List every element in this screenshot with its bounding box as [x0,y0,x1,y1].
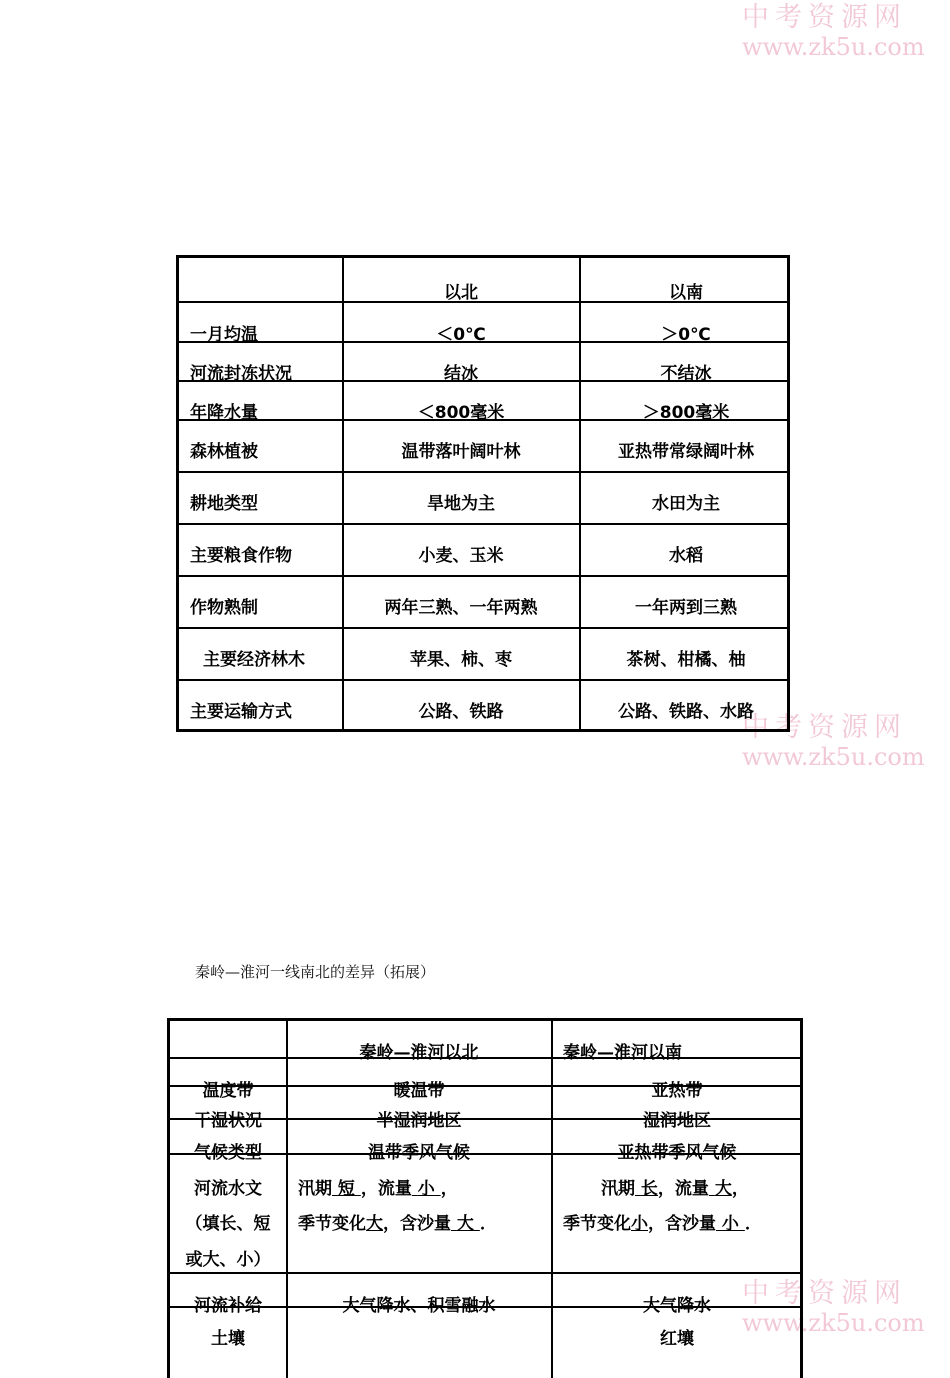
cell-south-transport: 公路、铁路、水路 [618,702,754,722]
row-label-river-supply: 河流补给 [194,1296,262,1316]
extended-comparison-table [167,1018,803,1378]
cell-south-economic-trees: 茶树、柑橘、柚 [626,650,746,670]
watermark-text: 中考资源网 [742,712,907,743]
cell-south-moisture: 湿润地区 [643,1111,711,1131]
row-label-january-temp: 一月均温 [190,325,258,345]
cell-north-january-temp: ＜0℃ [436,325,486,345]
row-label-moisture: 干湿状况 [194,1111,262,1131]
row-label-grain-crop: 主要粮食作物 [190,546,292,566]
cell-south-temperature-zone: 亚热带 [651,1081,703,1101]
answer-north-flood: 短 [337,1179,355,1199]
row-label-cropping-system: 作物熟制 [190,598,258,618]
cell-north-climate-type: 温带季风气候 [368,1143,470,1163]
answer-south-sand: 小 [721,1214,739,1234]
row-label-economic-trees: 主要经济林木 [203,650,305,670]
cell-north-hydrology-line1: 汛期 短 ，流量 小 ， [298,1179,458,1199]
header-north: 以北 [444,283,478,303]
cell-south-river-freeze: 不结冰 [660,364,712,384]
cell-south-river-supply: 大气降水 [643,1296,711,1316]
row-label-hydrology-hint-2: 或大、小） [185,1250,271,1270]
watermark-url: www.zk5u.com [742,33,925,61]
answer-north-flow: 小 [417,1179,435,1199]
cell-north-river-freeze: 结冰 [444,364,478,384]
section-caption: 秦岭—淮河一线南北的差异（拓展） [195,963,436,981]
watermark-top [742,4,925,59]
answer-north-season: 大 [366,1214,383,1234]
cell-south-cropping-system: 一年两到三熟 [635,598,737,618]
watermark-text: 中考资源网 [742,1278,907,1309]
cell-south-soil: 红壤 [660,1329,694,1349]
row-label-hydrology-hint-1: （填长、短 [185,1214,271,1234]
cell-south-annual-precip: ＞800毫米 [642,403,730,423]
cell-south-hydrology-line1: 汛期 长，流量 大， [601,1179,749,1199]
cell-north-cropping-system: 两年三熟、一年两熟 [384,598,538,618]
answer-north-sand: 大 [456,1214,474,1234]
row-label-climate-type: 气候类型 [194,1143,262,1163]
cell-north-farmland: 旱地为主 [427,494,495,514]
cell-north-river-supply: 大气降水、积雪融水 [342,1296,496,1316]
cell-south-climate-type: 亚热带季风气候 [617,1143,737,1163]
cell-south-farmland: 水田为主 [652,494,720,514]
row-label-river-freeze: 河流封冻状况 [190,364,292,384]
row-label-farmland: 耕地类型 [190,494,258,514]
answer-south-season: 小 [631,1214,648,1234]
cell-north-moisture: 半湿润地区 [376,1111,462,1131]
cell-north-forest: 温带落叶阔叶林 [401,442,521,462]
watermark-text: 中考资源网 [742,2,907,33]
cell-north-economic-trees: 苹果、柿、枣 [410,650,512,670]
row-label-transport: 主要运输方式 [190,702,292,722]
answer-south-flow: 大 [714,1179,732,1199]
cell-south-january-temp: ＞0℃ [661,325,711,345]
row-label-temperature-zone: 温度带 [202,1081,254,1101]
header-south: 以南 [669,283,703,303]
cell-north-transport: 公路、铁路 [418,702,504,722]
answer-south-flood: 长 [640,1179,658,1199]
header-south-qinling: 秦岭—淮河以南 [563,1043,682,1063]
cell-north-annual-precip: ＜800毫米 [417,403,505,423]
cell-south-forest: 亚热带常绿阔叶林 [618,442,754,462]
watermark-url: www.zk5u.com [742,1309,925,1337]
row-label-annual-precip: 年降水量 [190,403,258,423]
cell-south-grain-crop: 水稻 [669,546,703,566]
row-label-soil: 土壤 [211,1329,245,1349]
row-label-forest: 森林植被 [190,442,258,462]
header-north-qinling: 秦岭—淮河以北 [359,1043,479,1063]
row-label-hydrology: 河流水文 [194,1179,262,1199]
north-south-comparison-table [176,255,790,732]
cell-south-hydrology-line2: 季节变化小，含沙量 小 ． [563,1214,762,1234]
watermark-url: www.zk5u.com [742,743,925,771]
cell-north-hydrology-line2: 季节变化大，含沙量 大 ． [298,1214,497,1234]
cell-north-grain-crop: 小麦、玉米 [418,546,504,566]
cell-north-temperature-zone: 暖温带 [393,1081,445,1101]
